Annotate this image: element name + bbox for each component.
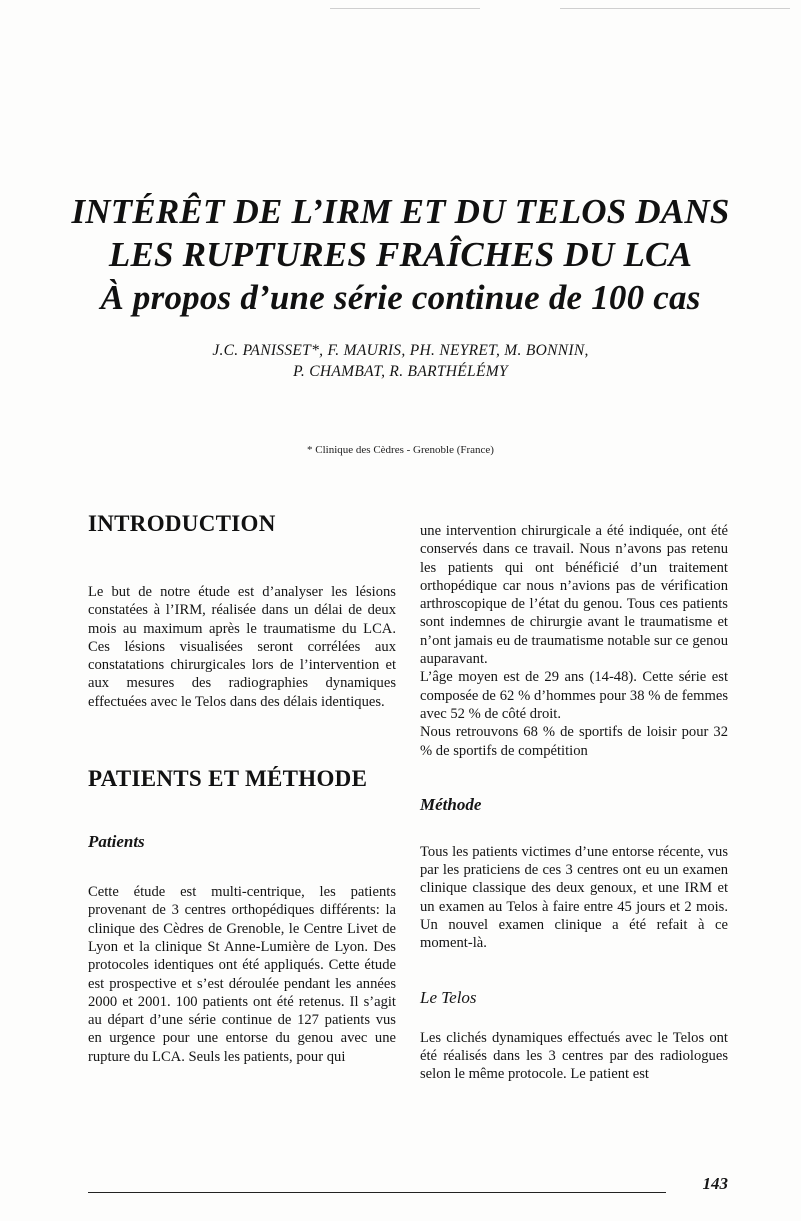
authors-line-1: J.C. PANISSET*, F. MAURIS, PH. NEYRET, M. BONNIN, [212, 342, 589, 359]
right-column [420, 522, 728, 1084]
methode-heading: Méthode [420, 794, 482, 814]
title-line-1: INTÉRÊT DE L’IRM ET DU TELOS DANS [71, 192, 730, 231]
right-para-3: Nous retrouvons 68 % de sportifs de loisir pour 32 % de sportifs de compétition [420, 724, 728, 759]
left-column [88, 510, 396, 1066]
affiliation: * Clinique des Cèdres - Grenoble (France) [307, 444, 494, 456]
footer-rule [88, 1192, 666, 1193]
patients-heading: Patients [88, 832, 145, 852]
title-line-3: À propos d’une série continue de 100 cas [100, 278, 701, 317]
patients-text: Cette étude est multi-centrique, les patients provenant de 3 centres orthopédiques différents: la clinique des Cèdres de Grenoble, le Centre Livet de Lyon et la clinique St Anne-Lumière de Lyon. Des protocoles identiques ont été appliqués. Cette étude est prospective et s’est déroulée pendant les années 2000 et 2001. 100 patients ont été retenus. Il s’agit au départ d’une série continue de 127 patients vus en urgence pour une entorse du genou avec une rupture du LCA. Seuls les patients, pour qui [88, 884, 396, 1065]
patients-methode-heading: PATIENTS ET MÉTHODE [88, 766, 368, 792]
authors [0, 340, 801, 382]
introduction-text: Le but de notre étude est d’analyser les lésions constatées à l’IRM, réalisée dans un délai de deux mois au maximum après le traumatisme du LCA. Ces lésions visualisées seront corrélées aux constatations chirurgicales lors de l’intervention et aux mesures des radiographies dynamiques effectuées avec le Telos dans des délais identiques. [88, 584, 396, 710]
telos-text: Les clichés dynamiques effectués avec le Telos ont été réalisés dans les 3 centres par des radiologues selon le même protocole. Le patient est [420, 1029, 728, 1083]
page-number: 143 [702, 1174, 728, 1193]
methode-text: Tous les patients victimes d’une entorse récente, vus par les praticiens de ces 3 centres ont eu un examen clinique classique des deux genoux, et une IRM et un examen au Telos à faire entre 45 jours et 2 mois. Un nouvel examen clinique a été refait à ce moment-là. [420, 843, 728, 952]
top-rule-left [330, 8, 480, 9]
title-line-2: LES RUPTURES FRAÎCHES DU LCA [108, 235, 693, 274]
introduction-heading: INTRODUCTION [88, 511, 276, 536]
top-rule-right [560, 8, 790, 9]
authors-line-2: P. CHAMBAT, R. BARTHÉLÉMY [293, 363, 508, 380]
telos-heading: Le Telos [420, 987, 477, 1007]
right-para-1: une intervention chirurgicale a été indiquée, ont été conservés dans ce travail. Nous n’avons pas retenu les patients qui ont bénéficié d’un traitement orthopédique car nous n’avions pas de vérification arthroscopique de l’état du genou. Tous ces patients sont indemnes de chirurgie avant le traumatisme et n’ont jamais eu de traumatisme notable sur ce genou auparavant. [420, 523, 728, 668]
article-title [0, 190, 801, 319]
right-para-2: L’âge moyen est de 29 ans (14-48). Cette série est composée de 62 % d’hommes pour 38 % de femmes avec 52 % de côté droit. [420, 669, 728, 722]
